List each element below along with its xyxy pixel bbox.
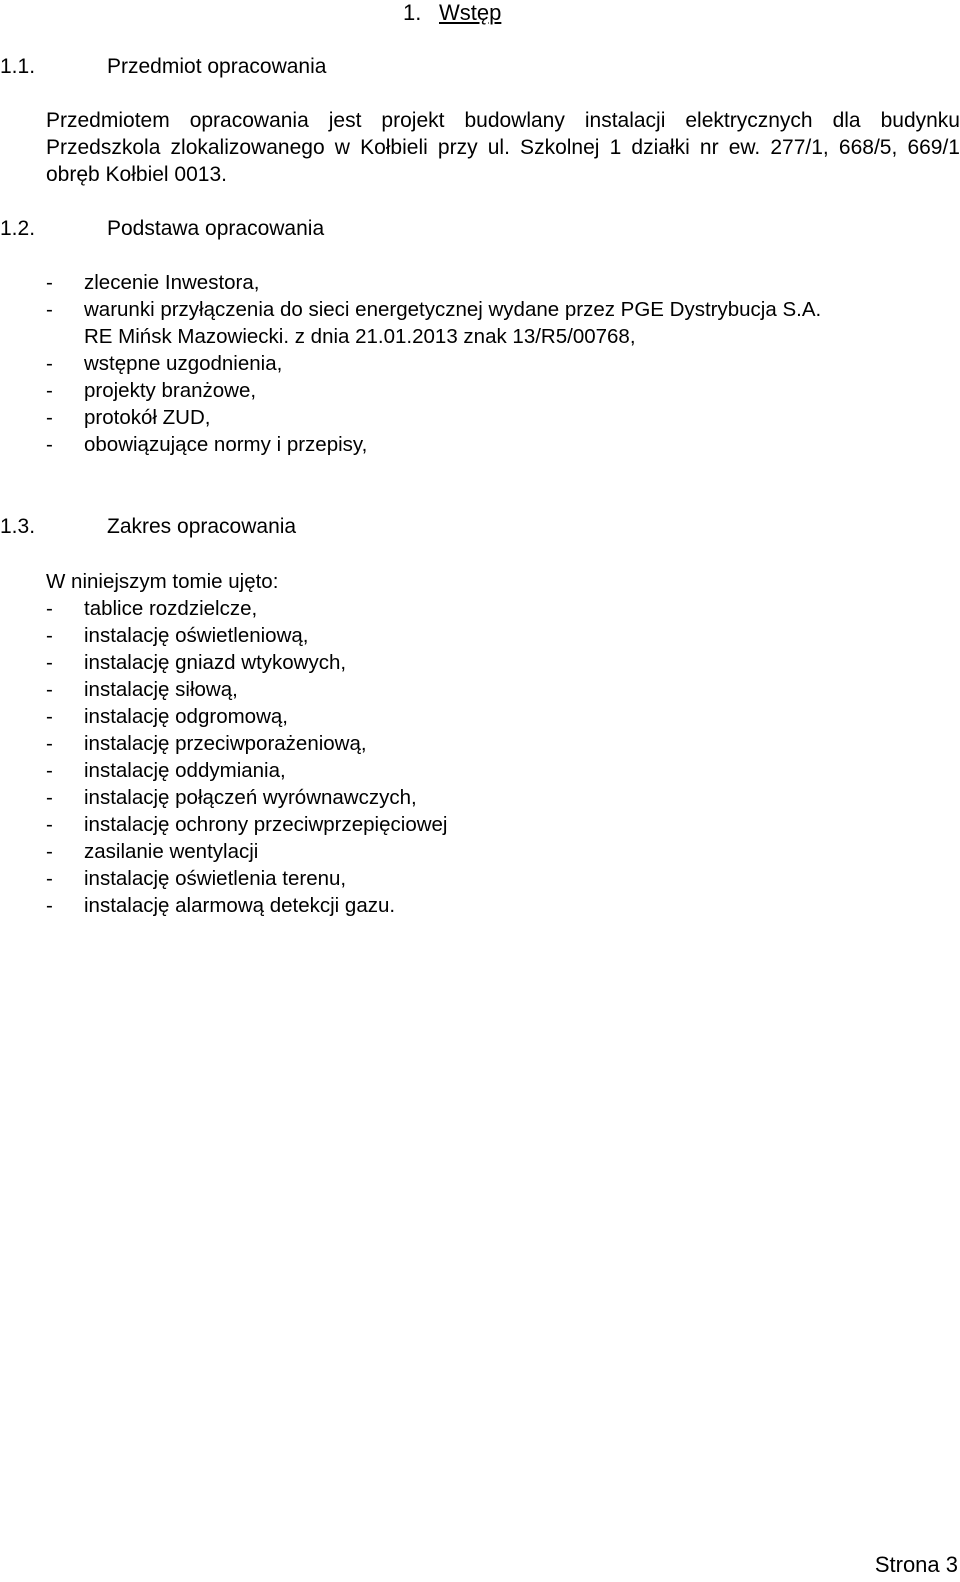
list-dash: - (46, 597, 53, 620)
chapter-number: 1. (403, 0, 422, 25)
chapter-title: Wstęp (439, 0, 502, 25)
list-item (46, 813, 447, 837)
list-item-text: instalację siłową, (84, 678, 238, 701)
list-item (46, 705, 288, 729)
section-3-intro: W niniejszym tomie ujęto: (46, 570, 279, 593)
list-item-text: zlecenie Inwestora, (84, 271, 260, 294)
list-item-text: instalację odgromową, (84, 705, 288, 728)
list-item-text: instalację przeciwporażeniową, (84, 732, 367, 755)
list-dash: - (46, 813, 53, 836)
list-dash: - (46, 786, 53, 809)
section-2-title: Podstawa opracowania (107, 217, 325, 240)
list-item (46, 678, 238, 702)
list-item (46, 271, 259, 295)
list-dash: - (46, 732, 53, 755)
list-dash: - (46, 894, 53, 917)
list-item-text: instalację ochrony przeciwprzepięciowej (84, 813, 448, 836)
list-dash: - (46, 840, 53, 863)
list-item-text: instalację oświetleniową, (84, 624, 309, 647)
list-item-text: tablice rozdzielcze, (84, 597, 258, 620)
section-1-number: 1.1. (0, 55, 36, 78)
list-item (46, 352, 282, 376)
list-item-text: instalację oświetlenia terenu, (84, 867, 347, 890)
list-item (46, 298, 821, 322)
list-dash: - (46, 271, 53, 294)
list-item (46, 406, 210, 430)
list-item-text: wstępne uzgodnienia, (84, 352, 283, 375)
section-3-title: Zakres opracowania (107, 515, 297, 538)
list-dash: - (46, 651, 53, 674)
list-item-text: projekty branżowe, (84, 379, 257, 402)
section-2-number: 1.2. (0, 217, 36, 240)
list-item (46, 867, 346, 891)
list-item-text: instalację oddymiania, (84, 759, 286, 782)
list-item-text: zasilanie wentylacji (84, 840, 259, 863)
list-dash: - (46, 298, 53, 321)
list-item (46, 894, 395, 918)
list-item (46, 759, 286, 783)
list-item (46, 624, 308, 648)
list-item-continuation: RE Mińsk Mazowiecki. z dnia 21.01.2013 znak 13/R5/00768, (84, 325, 636, 348)
section-1-paragraph: Przedmiotem opracowania jest projekt budowlany instalacji elektrycznych dla budynku Przedszkola zlokalizowanego w Kołbieli przy ul. Szkolnej 1 działki nr ew. 277/1, 668/5, 669/1 obręb Kołbiel 0013. (46, 109, 960, 186)
chapter-heading (403, 0, 501, 26)
list-dash: - (46, 759, 53, 782)
list-item (46, 732, 367, 756)
list-item (46, 786, 417, 810)
list-dash: - (46, 867, 53, 890)
list-item (46, 379, 256, 403)
list-item-text: protokół ZUD, (84, 406, 211, 429)
list-dash: - (46, 379, 53, 402)
list-item (46, 597, 257, 621)
page-number: Strona 3 (874, 1552, 958, 1577)
list-dash: - (46, 678, 53, 701)
section-3-number: 1.3. (0, 515, 36, 538)
list-dash: - (46, 352, 53, 375)
list-item-text: obowiązujące normy i przepisy, (84, 433, 368, 456)
list-item (46, 433, 367, 457)
list-dash: - (46, 624, 53, 647)
section-1-title: Przedmiot opracowania (107, 55, 327, 78)
list-item-text: instalację gniazd wtykowych, (84, 651, 347, 674)
list-item-text: instalację alarmową detekcji gazu. (84, 894, 396, 917)
list-dash: - (46, 406, 53, 429)
list-item-text: instalację połączeń wyrównawczych, (84, 786, 417, 809)
list-item (46, 651, 346, 675)
list-dash: - (46, 705, 53, 728)
list-item (46, 840, 258, 864)
list-dash: - (46, 433, 53, 456)
list-item-text: warunki przyłączenia do sieci energetycznej wydane przez PGE Dystrybucja S.A. (84, 298, 822, 321)
